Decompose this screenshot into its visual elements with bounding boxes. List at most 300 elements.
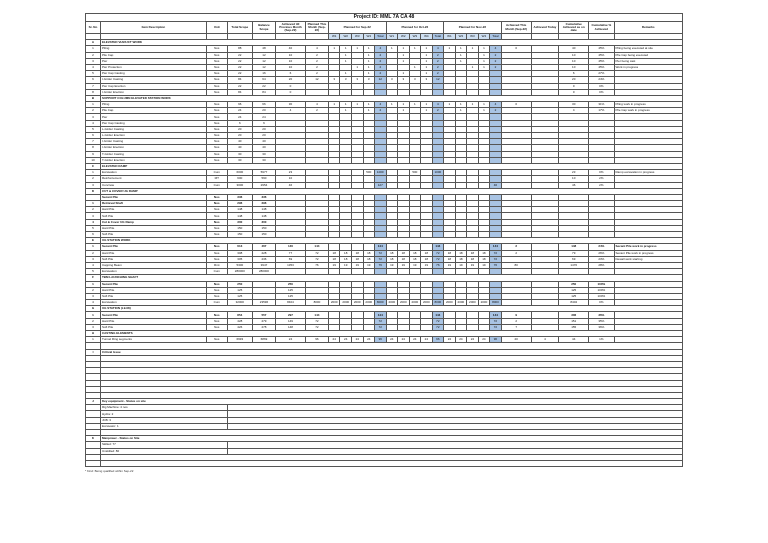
row-remarks: Piling being executed at site bbox=[614, 46, 682, 52]
row-unit: Nos bbox=[206, 201, 227, 207]
row-remarks: Dewall work starting bbox=[614, 256, 682, 262]
row-sr: 1 bbox=[86, 337, 101, 343]
row-achieved-previous: 8404 bbox=[275, 300, 305, 306]
row-total-scope: 22 bbox=[227, 71, 252, 77]
row-balance: 557 bbox=[252, 312, 275, 318]
row-sr: 4 bbox=[86, 64, 101, 70]
row-planned-week: 96 bbox=[375, 337, 387, 343]
list-item-text: Hydra: 2 bbox=[100, 411, 227, 417]
row-planned-week: 24 bbox=[363, 337, 375, 343]
row-sr: 2 bbox=[86, 318, 101, 324]
row-description: Pier Cap Casting bbox=[100, 120, 206, 126]
row-cumulative: 306 bbox=[559, 312, 589, 318]
row-description: Secant Pile bbox=[100, 312, 206, 318]
row-description: Hard Pile bbox=[100, 287, 206, 293]
list-item-text: Rig Machine: 4 nos bbox=[100, 405, 227, 411]
row-planned-week: 18 bbox=[340, 256, 352, 262]
row-description: Piling bbox=[100, 102, 206, 108]
week-label: W3 bbox=[467, 34, 479, 40]
row-planned-month: 4 bbox=[305, 46, 328, 52]
row-balance: 20 bbox=[252, 108, 275, 114]
row-total-scope: 24 bbox=[227, 114, 252, 120]
row-unit: Nos bbox=[206, 145, 227, 151]
row-achieved-previous: 40 bbox=[275, 46, 305, 52]
row-sr: 1 bbox=[86, 102, 101, 108]
row-description: Soft Pile bbox=[100, 232, 206, 238]
row-total-scope: 426 bbox=[227, 324, 252, 330]
row-balance: 296 bbox=[252, 201, 275, 207]
section-title: CUT & COVER UG RAMP bbox=[100, 188, 682, 194]
row-total-scope: 6993 bbox=[227, 337, 252, 343]
row-remarks: Secant Pile work in progress bbox=[614, 244, 682, 250]
row-sr: 2 bbox=[86, 250, 101, 256]
row-planned-week: 2 bbox=[432, 108, 444, 114]
row-planned-week: 2 bbox=[375, 58, 387, 64]
row-cumulative-pct: 17% bbox=[589, 108, 614, 114]
row-achieved-previous: 10 bbox=[275, 64, 305, 70]
row-planned-week: 19 bbox=[340, 262, 352, 268]
row-sr: 7 bbox=[86, 83, 101, 89]
list-item-text: JCB: 3 bbox=[100, 417, 227, 423]
row-total-scope: 32000 bbox=[227, 300, 252, 306]
row-planned-week: 19 bbox=[351, 262, 363, 268]
row-planned-week: 2000 bbox=[386, 300, 398, 306]
row-balance: 148 bbox=[252, 207, 275, 213]
row-total-scope: 250 bbox=[227, 281, 252, 287]
list-item-text: Skilled: 77 bbox=[100, 442, 227, 448]
row-cumulative-pct: 100% bbox=[589, 287, 614, 293]
row-unit: Cum bbox=[206, 300, 227, 306]
row-achieved-month: 9 bbox=[501, 312, 531, 318]
row-planned-week: 1 bbox=[478, 46, 490, 52]
row-cumulative-pct: 45% bbox=[589, 64, 614, 70]
row-balance: 12 bbox=[252, 58, 275, 64]
row-planned-week: 2000 bbox=[478, 300, 490, 306]
row-balance: 64 bbox=[252, 77, 275, 83]
row-unit: Nos bbox=[206, 244, 227, 250]
section-title: UG STATION WORK bbox=[100, 238, 682, 244]
row-planned-week: 1 bbox=[478, 58, 490, 64]
row-planned-week: 1 bbox=[478, 108, 490, 114]
row-achieved-previous: 149 bbox=[275, 318, 305, 324]
row-planned-week: 18 bbox=[478, 250, 490, 256]
row-planned-week: 2000 bbox=[455, 300, 467, 306]
row-balance: 30 bbox=[252, 151, 275, 157]
header-planned-month: Planned This Month (Sep-22) bbox=[305, 22, 328, 34]
section-code: B bbox=[86, 95, 101, 101]
row-planned-week: 2000 bbox=[363, 300, 375, 306]
row-total-scope: 125 bbox=[227, 287, 252, 293]
row-cumulative-pct: 45% bbox=[589, 52, 614, 58]
row-planned-week: 1 bbox=[363, 102, 375, 108]
row-planned-week: 24 bbox=[444, 337, 456, 343]
row-planned-week: 12 bbox=[432, 77, 444, 83]
row-total-scope: 305 bbox=[227, 256, 252, 262]
row-planned-week: 19 bbox=[363, 262, 375, 268]
row-planned-week: 2 bbox=[490, 52, 502, 58]
row-planned-week: 19 bbox=[409, 262, 421, 268]
section-code: E bbox=[86, 238, 101, 244]
row-planned-week: 1 bbox=[328, 102, 340, 108]
row-planned-week: 1 bbox=[421, 71, 433, 77]
row-sr: 1 bbox=[86, 201, 101, 207]
section-code: D bbox=[86, 188, 101, 194]
section-code: A bbox=[86, 40, 101, 46]
week-label: W1 bbox=[386, 34, 398, 40]
row-planned-week: 2 bbox=[432, 71, 444, 77]
row-unit: Nos bbox=[206, 108, 227, 114]
row-sr: 8 bbox=[86, 89, 101, 95]
row-achieved-previous: 20 bbox=[275, 77, 305, 83]
row-cumulative: 1476 bbox=[559, 262, 589, 268]
row-planned-week: 1 bbox=[478, 52, 490, 58]
row-balance: 150 bbox=[252, 225, 275, 231]
row-planned-week: 24 bbox=[351, 337, 363, 343]
row-planned-week: 76 bbox=[375, 262, 387, 268]
row-planned-week: 1 bbox=[421, 46, 433, 52]
row-unit: Nos bbox=[206, 126, 227, 132]
row-cumulative-pct: 0% bbox=[589, 89, 614, 95]
row-total-scope: 40 bbox=[227, 145, 252, 151]
row-planned-week: 3 bbox=[398, 77, 410, 83]
row-cumulative-pct: 36% bbox=[589, 324, 614, 330]
row-planned-week: 1 bbox=[467, 102, 479, 108]
row-balance: 16 bbox=[252, 71, 275, 77]
row-planned-week: 8000 bbox=[375, 300, 387, 306]
row-balance: 6 bbox=[252, 120, 275, 126]
row-sr: 7 bbox=[86, 139, 101, 145]
row-planned-week: 24 bbox=[467, 337, 479, 343]
row-planned-week: 24 bbox=[386, 337, 398, 343]
row-planned-month: 2 bbox=[305, 71, 328, 77]
section-title: SUPPORT COLUMN ELEVATED STATION WORK bbox=[100, 95, 682, 101]
row-planned-week: 8000 bbox=[490, 300, 502, 306]
row-unit: Nos bbox=[206, 194, 227, 200]
row-balance: 30 bbox=[252, 157, 275, 163]
header-achieved-month: Achieved This Month (Sep-22) bbox=[501, 22, 531, 34]
row-planned-week: 19 bbox=[421, 262, 433, 268]
row-planned-week: 144 bbox=[490, 244, 502, 250]
row-total-scope: 296 bbox=[227, 201, 252, 207]
row-planned-week: 1 bbox=[398, 52, 410, 58]
row-planned-week: 127 bbox=[375, 182, 387, 188]
section-title: Manpower - Status on Site bbox=[100, 436, 682, 442]
week-label: W2 bbox=[340, 34, 352, 40]
row-cumulative-pct: 23% bbox=[589, 256, 614, 262]
row-planned-week: 1 bbox=[455, 108, 467, 114]
row-planned-week: 1 bbox=[409, 46, 421, 52]
row-cumulative: 151 bbox=[559, 318, 589, 324]
row-planned-week: 4 bbox=[375, 46, 387, 52]
row-cumulative-pct: 0% bbox=[589, 300, 614, 306]
row-planned-week: 3 bbox=[363, 77, 375, 83]
table-cell bbox=[86, 460, 101, 466]
row-planned-week: 1 bbox=[398, 71, 410, 77]
row-cumulative-pct: 2% bbox=[589, 176, 614, 182]
row-planned-week: 1 bbox=[421, 108, 433, 114]
row-description: Pier bbox=[100, 58, 206, 64]
row-description: L-Girder Casting bbox=[100, 126, 206, 132]
row-total-scope: 88 bbox=[227, 46, 252, 52]
row-sr: 3 bbox=[86, 293, 101, 299]
row-planned-week: 500 bbox=[409, 170, 421, 176]
row-description: Pier Protection bbox=[100, 64, 206, 70]
row-planned-month: 4 bbox=[305, 102, 328, 108]
section-code: H bbox=[86, 331, 101, 337]
row-planned-week: 1 bbox=[398, 46, 410, 52]
row-planned-week: 19 bbox=[398, 262, 410, 268]
row-planned-week: 2000 bbox=[421, 300, 433, 306]
row-balance: 20 bbox=[252, 126, 275, 132]
row-total-scope: 428 bbox=[227, 318, 252, 324]
row-planned-week: 19 bbox=[455, 262, 467, 268]
row-balance: 22 bbox=[252, 83, 275, 89]
row-total-scope: 300 bbox=[227, 219, 252, 225]
row-unit: Nos bbox=[206, 225, 227, 231]
row-description: I-Girder Casting bbox=[100, 139, 206, 145]
row-unit: Nos bbox=[206, 207, 227, 213]
row-planned-week: 18 bbox=[328, 250, 340, 256]
row-planned-month: 8000 bbox=[305, 300, 328, 306]
row-cumulative: 6 bbox=[559, 71, 589, 77]
row-planned-week: 18 bbox=[351, 250, 363, 256]
row-achieved-previous: 10 bbox=[275, 176, 305, 182]
row-sr: 6 bbox=[86, 77, 101, 83]
row-balance: 228 bbox=[252, 250, 275, 256]
row-planned-week: 1 bbox=[455, 52, 467, 58]
row-planned-month: 72 bbox=[305, 250, 328, 256]
row-planned-week: 18 bbox=[455, 256, 467, 262]
row-cumulative-pct: 31% bbox=[589, 102, 614, 108]
row-sr: 2 bbox=[86, 52, 101, 58]
row-planned-week: 72 bbox=[490, 256, 502, 262]
row-planned-week: 18 bbox=[398, 250, 410, 256]
row-planned-week: 4 bbox=[432, 102, 444, 108]
row-planned-month: 72 bbox=[305, 256, 328, 262]
row-achieved-previous: 125 bbox=[275, 287, 305, 293]
row-planned-week: 1 bbox=[363, 108, 375, 114]
row-total-scope: 125 bbox=[227, 293, 252, 299]
row-planned-month: 144 bbox=[305, 244, 328, 250]
row-planned-week: 8000 bbox=[432, 300, 444, 306]
row-balance: 20 bbox=[252, 133, 275, 139]
row-sr: 5 bbox=[86, 126, 101, 132]
header-total-scope: Total Scope bbox=[227, 22, 252, 34]
row-total-scope: 600 bbox=[227, 176, 252, 182]
header-cumulative: Cumulative Achieved as on date bbox=[559, 22, 589, 34]
row-remarks: Piling work in progress bbox=[614, 102, 682, 108]
row-achieved-previous: 148 bbox=[275, 324, 305, 330]
row-planned-week: 72 bbox=[432, 256, 444, 262]
row-sr: 4 bbox=[86, 120, 101, 126]
row-achieved-previous: 0 bbox=[275, 83, 305, 89]
row-sr: 2 bbox=[86, 176, 101, 182]
row-unit: Nos bbox=[206, 256, 227, 262]
row-achieved-today: 4 bbox=[531, 337, 559, 343]
row-planned-week: 18 bbox=[363, 256, 375, 262]
row-balance: 5977 bbox=[252, 170, 275, 176]
row-planned-week: 1 bbox=[363, 46, 375, 52]
week-label: Total bbox=[432, 34, 444, 40]
row-unit: Nos bbox=[206, 83, 227, 89]
row-planned-week: 1 bbox=[409, 102, 421, 108]
row-unit: Nos bbox=[206, 64, 227, 70]
row-total-scope: 22 bbox=[227, 58, 252, 64]
row-unit: Nos bbox=[206, 77, 227, 83]
week-label: W3 bbox=[409, 34, 421, 40]
row-achieved-previous: 6 bbox=[275, 71, 305, 77]
row-cumulative: 40 bbox=[559, 46, 589, 52]
row-achieved-previous: 250 bbox=[275, 281, 305, 287]
row-remarks: Work in progress bbox=[614, 64, 682, 70]
row-planned-week: 2 bbox=[375, 52, 387, 58]
row-planned-week: 3 bbox=[340, 77, 352, 83]
row-description: Secant Pile bbox=[100, 281, 206, 287]
row-planned-week: 72 bbox=[375, 250, 387, 256]
header-planned-sep: Planned for Sep-22 bbox=[328, 22, 386, 34]
row-achieved-previous: 0 bbox=[275, 89, 305, 95]
row-cumulative-pct: 26% bbox=[589, 250, 614, 256]
row-planned-week: 2000 bbox=[467, 300, 479, 306]
row-planned-week: 72 bbox=[490, 324, 502, 330]
row-achieved-previous: 10 bbox=[275, 52, 305, 58]
row-unit: Nos bbox=[206, 337, 227, 343]
row-planned-week: 24 bbox=[455, 337, 467, 343]
row-sr: 6 bbox=[86, 133, 101, 139]
row-achieved-month: 2 bbox=[501, 244, 531, 250]
row-sr: 8 bbox=[86, 145, 101, 151]
row-planned-week: 18 bbox=[363, 250, 375, 256]
row-total-scope: 84 bbox=[227, 89, 252, 95]
week-label: W4 bbox=[478, 34, 490, 40]
row-unit: Nos bbox=[206, 281, 227, 287]
row-description: Secant Pile bbox=[100, 244, 206, 250]
row-planned-week: 18 bbox=[409, 250, 421, 256]
header-achieved-today: Achieved Today bbox=[531, 22, 559, 34]
row-planned-week: 3 bbox=[409, 77, 421, 83]
row-sr: 9 bbox=[86, 151, 101, 157]
row-total-scope: 30 bbox=[227, 151, 252, 157]
row-description: Pier Cap Erection bbox=[100, 83, 206, 89]
row-planned-week: 18 bbox=[351, 256, 363, 262]
row-cumulative-pct: 45% bbox=[589, 46, 614, 52]
section-title: ELEVATED VIADUCT WORK bbox=[100, 40, 682, 46]
row-cumulative-pct: 2% bbox=[589, 182, 614, 188]
row-planned-week: 144 bbox=[375, 244, 387, 250]
list-item-text: Excavator: 1 bbox=[100, 423, 227, 429]
row-planned-week: 18 bbox=[467, 256, 479, 262]
row-balance: 84 bbox=[252, 89, 275, 95]
row-description: Hard Pile bbox=[100, 207, 206, 213]
row-unit: Nos bbox=[206, 318, 227, 324]
row-achieved-previous: 4 bbox=[275, 108, 305, 114]
row-planned-month: 12 bbox=[305, 77, 328, 83]
row-planned-week: 1 bbox=[351, 46, 363, 52]
row-planned-week: 2 bbox=[375, 108, 387, 114]
row-achieved-previous: 24 bbox=[275, 337, 305, 343]
row-total-scope: 30 bbox=[227, 157, 252, 163]
row-description: Excavation bbox=[100, 300, 206, 306]
row-unit: Nos bbox=[206, 89, 227, 95]
row-planned-week: 76 bbox=[432, 262, 444, 268]
row-planned-week: 24 bbox=[340, 337, 352, 343]
row-achieved-month: 2 bbox=[501, 318, 531, 324]
row-planned-week: 18 bbox=[409, 256, 421, 262]
row-achieved-previous: 30 bbox=[275, 102, 305, 108]
row-achieved-previous: 46 bbox=[275, 182, 305, 188]
row-planned-week: 76 bbox=[490, 262, 502, 268]
row-unit: Rmt bbox=[206, 262, 227, 268]
row-total-scope: 5300 bbox=[227, 262, 252, 268]
row-planned-week: 2000 bbox=[351, 300, 363, 306]
section-title: ELEVATED RAMP bbox=[100, 163, 682, 169]
row-total-scope: 96 bbox=[227, 102, 252, 108]
section-title: CASTING ELEMENTS bbox=[100, 331, 682, 337]
row-achieved-previous: 69 bbox=[275, 256, 305, 262]
row-planned-week: 1 bbox=[351, 102, 363, 108]
row-achieved-previous: 10 bbox=[275, 58, 305, 64]
row-balance: 12 bbox=[252, 64, 275, 70]
row-total-scope: 20 bbox=[227, 133, 252, 139]
row-achieved-previous: 1353 bbox=[275, 262, 305, 268]
row-unit: Nos bbox=[206, 52, 227, 58]
week-label: W3 bbox=[351, 34, 363, 40]
row-unit: MT bbox=[206, 176, 227, 182]
row-planned-month: 2 bbox=[305, 58, 328, 64]
row-description: Pier Cap Casting bbox=[100, 71, 206, 77]
row-planned-week: 1 bbox=[398, 108, 410, 114]
row-planned-week: 19 bbox=[467, 262, 479, 268]
week-label: W4 bbox=[363, 34, 375, 40]
row-planned-week: 2 bbox=[432, 58, 444, 64]
row-sr: 3 bbox=[86, 114, 101, 120]
row-planned-month: 2 bbox=[305, 108, 328, 114]
row-planned-week: 72 bbox=[375, 256, 387, 262]
row-balance: 3947 bbox=[252, 262, 275, 268]
row-sr: 1 bbox=[86, 46, 101, 52]
row-unit: Nos bbox=[206, 312, 227, 318]
row-planned-month: 2 bbox=[305, 64, 328, 70]
row-planned-week: 1 bbox=[351, 64, 363, 70]
row-planned-week: 3 bbox=[386, 77, 398, 83]
row-description: Soft Pile bbox=[100, 293, 206, 299]
row-description: Cut & Cover UG Ramp bbox=[100, 219, 206, 225]
row-planned-month: 72 bbox=[305, 324, 328, 330]
row-total-scope: 22 bbox=[227, 52, 252, 58]
row-planned-week: 1 bbox=[421, 102, 433, 108]
row-unit: Nos bbox=[206, 151, 227, 157]
row-unit: Nos bbox=[206, 102, 227, 108]
row-cumulative: 79 bbox=[559, 250, 589, 256]
header-row bbox=[86, 22, 683, 34]
row-sr: 1 bbox=[86, 281, 101, 287]
progress-table bbox=[85, 13, 683, 467]
row-cumulative-pct: 27% bbox=[589, 71, 614, 77]
row-description: Secant Pile bbox=[100, 194, 206, 200]
row-unit: Nos bbox=[206, 287, 227, 293]
row-planned-week: 1 bbox=[421, 64, 433, 70]
title-row bbox=[86, 14, 683, 22]
row-description: Tunnel Ring segments bbox=[100, 337, 206, 343]
footnote: * Kind: Being qualified within Sep-22 bbox=[85, 469, 134, 474]
page-title: Project ID: MML 7A CA 48 bbox=[86, 14, 683, 22]
row-planned-week: 1 bbox=[409, 64, 421, 70]
row-achieved-month: 2 bbox=[501, 250, 531, 256]
row-planned-week: 18 bbox=[421, 250, 433, 256]
week-label: W2 bbox=[455, 34, 467, 40]
row-total-scope: 280000 bbox=[227, 269, 252, 275]
row-balance: 236 bbox=[252, 256, 275, 262]
